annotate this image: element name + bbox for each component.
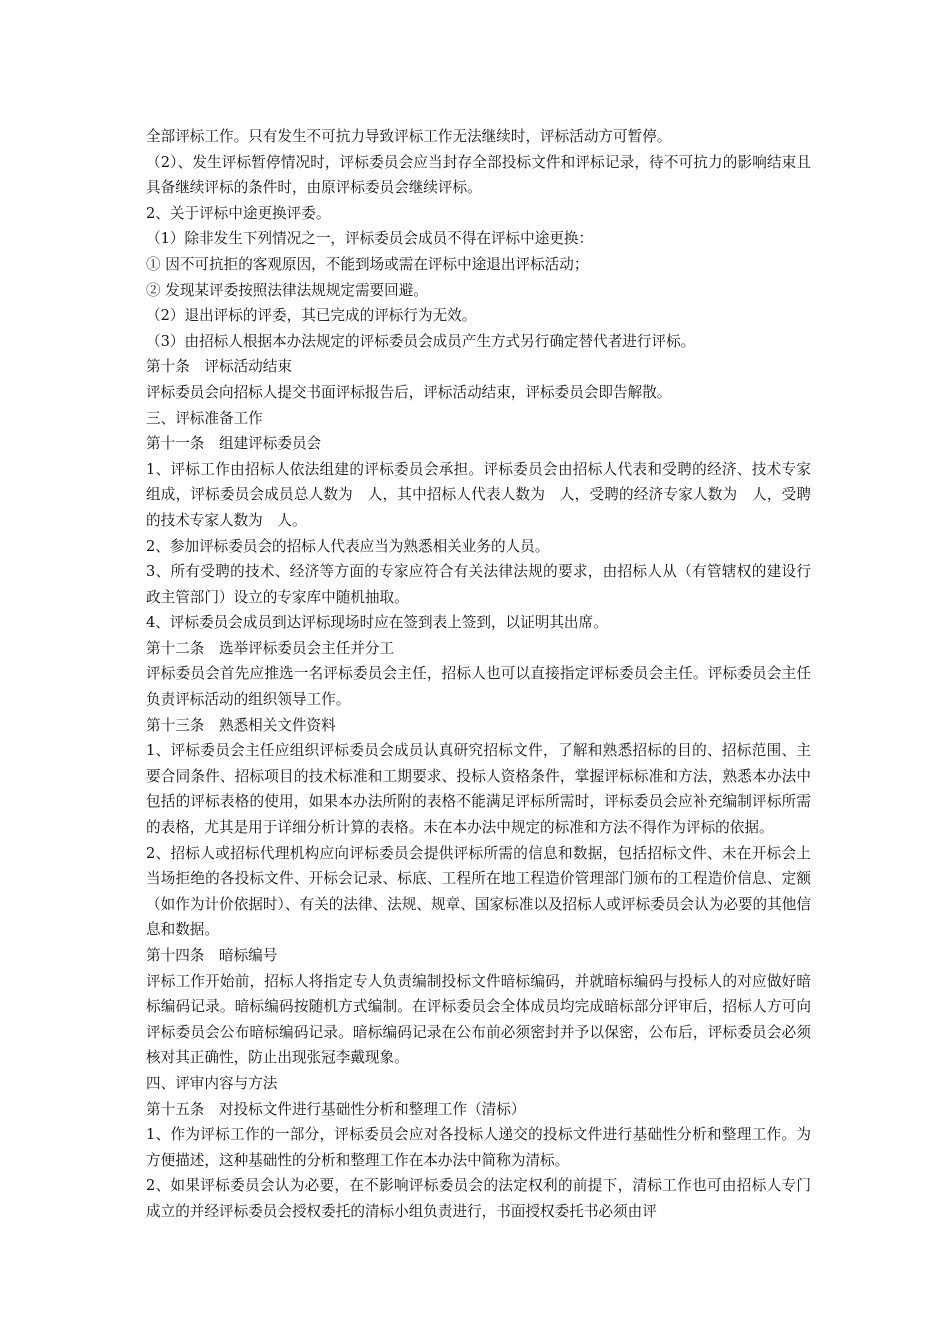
paragraph: （1）除非发生下列情况之一，评标委员会成员不得在评标中途更换： [146,230,594,248]
section-heading: 四、评审内容与方法 [146,1074,278,1092]
paragraph: 1、评标工作由招标人依法组建的评标委员会承担。评标委员会由招标人代表和受聘的经济、技术专家组成，评标委员会成员总人数为 人，其中招标人代表人数为 人，受聘的经济专家人数为 人，受聘的技术专家人数为 人。 [146,460,811,529]
paragraph: 2、如果评标委员会认为必要，在不影响评标委员会的法定权利的前提下，清标工作也可由招标人专门成立的并经评标委员会授权委托的清标小组负责进行，书面授权委托书必须由评 [146,1177,811,1220]
article-heading: 第十一条 组建评标委员会 [146,435,322,453]
paragraph: 2、关于评标中途更换评委。 [146,204,331,222]
paragraph: 1、作为评标工作的一部分，评标委员会应对各投标人递交的投标文件进行基础性分析和整理工作。为方便描述，这种基础性的分析和整理工作在本办法中简称为清标。 [146,1126,811,1169]
paragraph: 2、参加评标委员会的招标人代表应当为熟悉相关业务的人员。 [146,537,550,555]
paragraph: 1、评标委员会主任应组织评标委员会成员认真研究招标文件，了解和熟悉招标的目的、招标范围、主要合同条件、招标项目的技术标准和工期要求、投标人资格条件，掌握评标标准和方法，熟悉本办法中包括的评标表格的使用，如果本办法所附的表格不能满足评标所需时，评标委员会应补充编制评标所需的表格，尤其是用于详细分析计算的表格。未在本办法中规定的标准和方法不得作为评标的依据。 [146,742,811,837]
list-item: ① 因不可抗拒的客观原因，不能到场或需在评标中途退出评标活动； [146,255,589,273]
paragraph: 评标委员会首先应推选一名评标委员会主任，招标人也可以直接指定评标委员会主任。评标委员会主任负责评标活动的组织领导工作。 [146,665,811,709]
paragraph: （2）退出评标的评委，其已完成的评标行为无效。 [146,307,477,325]
paragraph: 评标工作开始前，招标人将指定专人负责编制投标文件暗标编码，并就暗标编码与投标人的对应做好暗标编码记录。暗标编码按随机方式编制。在评标委员会全体成员均完成暗标部分评审后，招标人方可向评标委员会公布暗标编码记录。暗标编码记录在公布前必须密封并予以保密，公布后，评标委员会必须核对其正确性，防止出现张冠李戴现象。 [146,972,811,1067]
article-heading: 第十四条 暗标编号 [146,947,278,964]
paragraph: （2）、发生评标暂停情况时，评标委员会应当封存全部投标文件和评标记录，待不可抗力的影响结束且具备继续评标的条件时，由原评标委员会继续评标。 [146,153,811,197]
paragraph: 3、所有受聘的技术、经济等方面的专家应符合有关法律法规的要求，由招标人从（有管辖权的建设行政主管部门）设立的专家库中随机抽取。 [146,563,811,606]
article-heading: 第十三条 熟悉相关文件资料 [146,716,336,734]
document-body [146,124,811,1225]
article-heading: 第十条 评标活动结束 [146,358,292,376]
paragraph: 全部评标工作。只有发生不可抗力导致评标工作无法继续时，评标活动方可暂停。 [146,128,672,145]
paragraph: 2、招标人或招标代理机构应向评标委员会提供评标所需的信息和数据，包括招标文件、未在开标会上当场拒绝的各投标文件、开标会记录、标底、工程所在地工程造价管理部门颁布的工程造价信息、定额（如作为计价依据时）、有关的法律、法规、规章、国家标准以及招标人或评标委员会认为必要的其他信息和数据。 [146,844,811,939]
article-heading: 第十二条 选举评标委员会主任并分工 [146,639,395,657]
paragraph: （3）由招标人根据本办法规定的评标委员会成员产生方式另行确定替代者进行评标。 [146,332,696,350]
list-item: ② 发现某评委按照法律法规规定需要回避。 [146,281,428,299]
paragraph: 评标委员会向招标人提交书面评标报告后，评标活动结束，评标委员会即告解散。 [146,383,672,401]
paragraph: 4、评标委员会成员到达评标现场时应在签到表上签到，以证明其出席。 [146,614,608,632]
section-heading: 三、评标准备工作 [146,409,263,427]
article-heading: 第十五条 对投标文件进行基础性分析和整理工作（清标） [146,1100,526,1118]
